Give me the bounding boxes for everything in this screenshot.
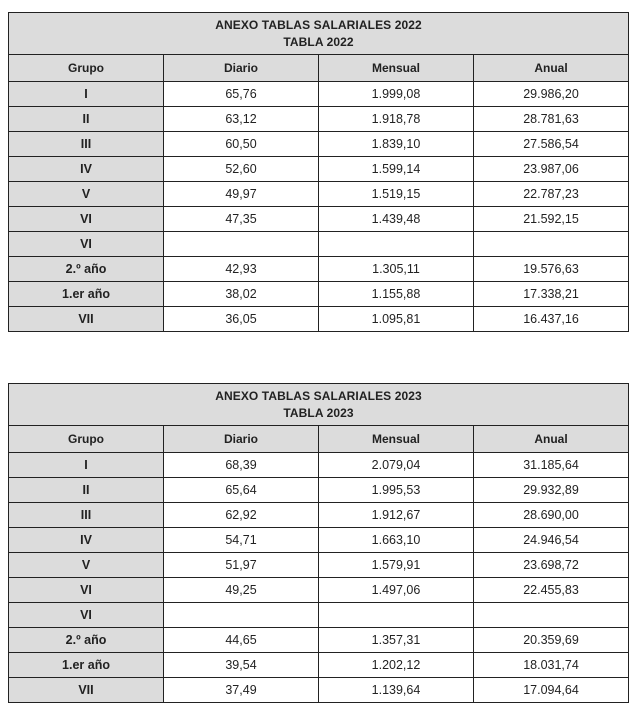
mensual-cell: 1.095,81 — [319, 307, 474, 332]
table-row — [9, 107, 629, 132]
mensual-cell: 1.918,78 — [319, 107, 474, 132]
salary-table-2022 — [8, 12, 629, 332]
group-cell: III — [9, 503, 164, 528]
diario-cell: 37,49 — [164, 678, 319, 703]
mensual-cell: 1.202,12 — [319, 653, 474, 678]
diario-cell — [164, 603, 319, 628]
mensual-cell: 1.139,64 — [319, 678, 474, 703]
table-title — [9, 13, 629, 55]
table-row — [9, 503, 629, 528]
group-cell: V — [9, 182, 164, 207]
mensual-cell: 1.839,10 — [319, 132, 474, 157]
diario-cell: 54,71 — [164, 528, 319, 553]
anual-cell — [474, 232, 629, 257]
diario-cell: 49,25 — [164, 578, 319, 603]
column-header-mensual: Mensual — [319, 426, 474, 453]
mensual-cell: 1.599,14 — [319, 157, 474, 182]
table-subtitle-text: TABLA 2023 — [283, 405, 354, 420]
table-row — [9, 282, 629, 307]
group-cell: 1.er año — [9, 282, 164, 307]
group-cell: I — [9, 453, 164, 478]
table-row — [9, 578, 629, 603]
table-row — [9, 678, 629, 703]
diario-cell: 42,93 — [164, 257, 319, 282]
anual-cell: 17.094,64 — [474, 678, 629, 703]
diario-cell — [164, 232, 319, 257]
group-cell: V — [9, 553, 164, 578]
diario-cell: 65,76 — [164, 82, 319, 107]
column-header-diario: Diario — [164, 55, 319, 82]
table-row — [9, 182, 629, 207]
mensual-cell: 1.305,11 — [319, 257, 474, 282]
column-header-anual: Anual — [474, 55, 629, 82]
table-row — [9, 132, 629, 157]
anual-cell: 18.031,74 — [474, 653, 629, 678]
mensual-cell — [319, 603, 474, 628]
mensual-cell: 1.155,88 — [319, 282, 474, 307]
mensual-cell: 1.357,31 — [319, 628, 474, 653]
group-cell: VII — [9, 678, 164, 703]
table-title-text: ANEXO TABLAS SALARIALES 2022 — [215, 17, 422, 32]
group-cell: I — [9, 82, 164, 107]
salary-table-2023 — [8, 383, 629, 703]
anual-cell: 17.338,21 — [474, 282, 629, 307]
diario-cell: 39,54 — [164, 653, 319, 678]
mensual-cell: 1.663,10 — [319, 528, 474, 553]
group-cell: VI — [9, 603, 164, 628]
anual-cell: 21.592,15 — [474, 207, 629, 232]
group-cell: 1.er año — [9, 653, 164, 678]
column-header-anual: Anual — [474, 426, 629, 453]
table-row — [9, 628, 629, 653]
column-header-grupo: Grupo — [9, 426, 164, 453]
anual-cell: 20.359,69 — [474, 628, 629, 653]
anual-cell: 23.987,06 — [474, 157, 629, 182]
table-row — [9, 478, 629, 503]
mensual-cell: 1.439,48 — [319, 207, 474, 232]
group-cell: 2.º año — [9, 257, 164, 282]
table-row — [9, 553, 629, 578]
table-row — [9, 257, 629, 282]
anual-cell: 27.586,54 — [474, 132, 629, 157]
diario-cell: 44,65 — [164, 628, 319, 653]
header-row — [9, 55, 629, 82]
column-header-diario: Diario — [164, 426, 319, 453]
table-row — [9, 653, 629, 678]
group-cell: 2.º año — [9, 628, 164, 653]
anual-cell: 23.698,72 — [474, 553, 629, 578]
anual-cell: 29.932,89 — [474, 478, 629, 503]
mensual-cell: 1.995,53 — [319, 478, 474, 503]
anual-cell: 28.690,00 — [474, 503, 629, 528]
column-header-mensual: Mensual — [319, 55, 474, 82]
diario-cell: 52,60 — [164, 157, 319, 182]
diario-cell: 60,50 — [164, 132, 319, 157]
anual-cell: 29.986,20 — [474, 82, 629, 107]
table-row — [9, 207, 629, 232]
group-cell: IV — [9, 157, 164, 182]
group-cell: II — [9, 478, 164, 503]
anual-cell — [474, 603, 629, 628]
group-cell: III — [9, 132, 164, 157]
anual-cell: 28.781,63 — [474, 107, 629, 132]
table-subtitle-text: TABLA 2022 — [283, 34, 354, 49]
diario-cell: 63,12 — [164, 107, 319, 132]
diario-cell: 62,92 — [164, 503, 319, 528]
table-row — [9, 232, 629, 257]
diario-cell: 65,64 — [164, 478, 319, 503]
diario-cell: 47,35 — [164, 207, 319, 232]
diario-cell: 49,97 — [164, 182, 319, 207]
column-header-grupo: Grupo — [9, 55, 164, 82]
table-row — [9, 453, 629, 478]
mensual-cell: 1.519,15 — [319, 182, 474, 207]
group-cell: VI — [9, 232, 164, 257]
diario-cell: 68,39 — [164, 453, 319, 478]
table-title-text: ANEXO TABLAS SALARIALES 2023 — [215, 388, 422, 403]
anual-cell: 22.787,23 — [474, 182, 629, 207]
diario-cell: 51,97 — [164, 553, 319, 578]
group-cell: IV — [9, 528, 164, 553]
anual-cell: 22.455,83 — [474, 578, 629, 603]
mensual-cell: 1.912,67 — [319, 503, 474, 528]
header-row — [9, 426, 629, 453]
anual-cell: 24.946,54 — [474, 528, 629, 553]
diario-cell: 36,05 — [164, 307, 319, 332]
anual-cell: 16.437,16 — [474, 307, 629, 332]
table-row — [9, 82, 629, 107]
mensual-cell: 1.497,06 — [319, 578, 474, 603]
anual-cell: 31.185,64 — [474, 453, 629, 478]
group-cell: VII — [9, 307, 164, 332]
table-row — [9, 307, 629, 332]
mensual-cell — [319, 232, 474, 257]
table-title — [9, 384, 629, 426]
group-cell: VI — [9, 207, 164, 232]
table-row — [9, 528, 629, 553]
mensual-cell: 1.579,91 — [319, 553, 474, 578]
table-row — [9, 157, 629, 182]
group-cell: II — [9, 107, 164, 132]
mensual-cell: 1.999,08 — [319, 82, 474, 107]
mensual-cell: 2.079,04 — [319, 453, 474, 478]
group-cell: VI — [9, 578, 164, 603]
table-row — [9, 603, 629, 628]
diario-cell: 38,02 — [164, 282, 319, 307]
anual-cell: 19.576,63 — [474, 257, 629, 282]
